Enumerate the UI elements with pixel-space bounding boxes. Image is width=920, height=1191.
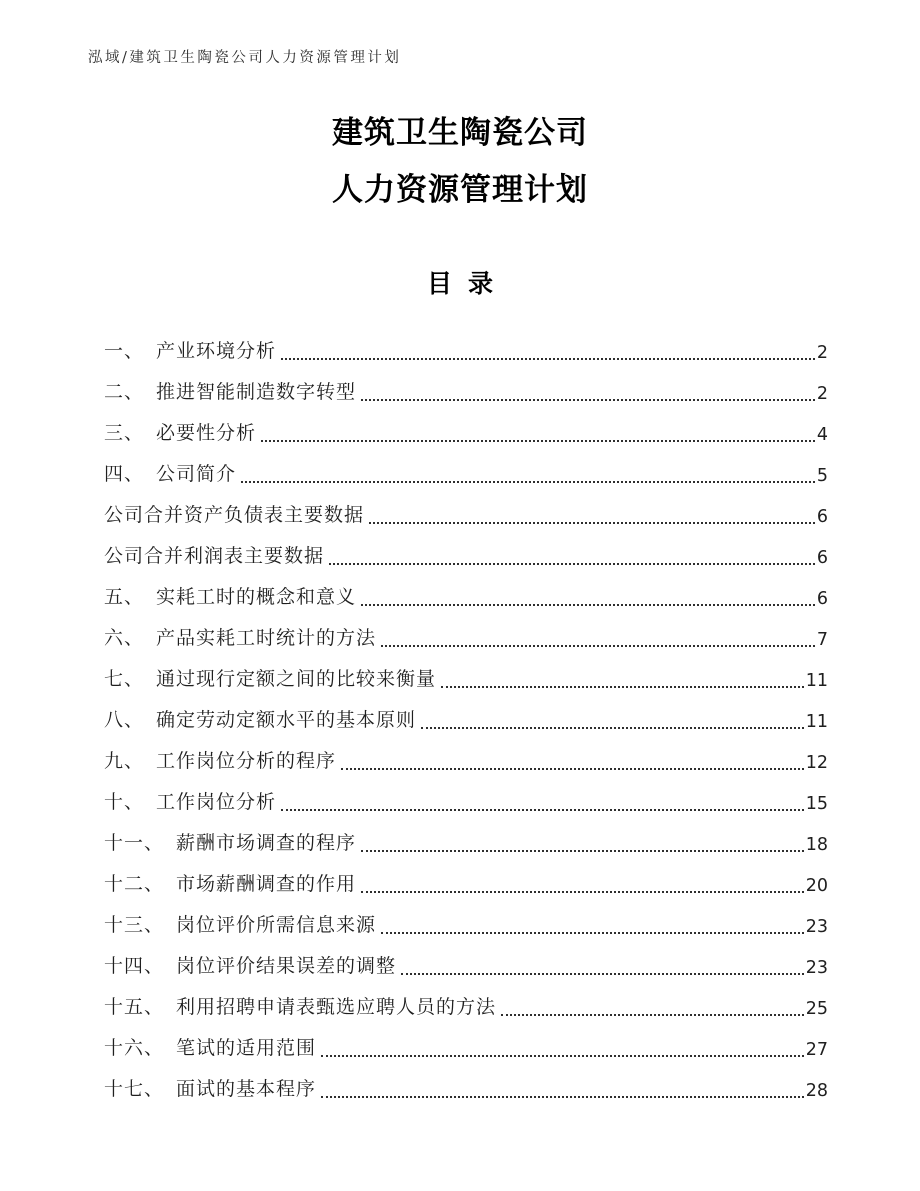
toc-entry-page-number: 27	[805, 1040, 828, 1060]
toc-entry-page-number: 12	[805, 753, 828, 773]
toc-entry[interactable]	[104, 486, 828, 527]
toc-entry-page-number: 6	[816, 589, 828, 609]
toc-entry[interactable]	[104, 445, 828, 486]
toc-entry-title: 通过现行定额之间的比较来衡量	[156, 668, 437, 690]
toc-entry[interactable]	[104, 568, 828, 609]
toc-entry[interactable]	[104, 363, 828, 404]
toc-leader-dots	[501, 1014, 804, 1016]
toc-entry-page-number: 2	[816, 384, 828, 404]
toc-entry-page-number: 7	[816, 630, 828, 650]
toc-leader-dots	[341, 768, 804, 770]
toc-entry-page-number: 15	[805, 794, 828, 814]
document-title	[0, 115, 920, 208]
toc-entry-page-number: 23	[805, 958, 828, 978]
toc-entry-page-number: 6	[816, 548, 828, 568]
toc-leader-dots	[261, 440, 815, 442]
toc-entry-title: 薪酬市场调查的程序	[176, 832, 357, 854]
toc-entry-number: 九、	[104, 750, 145, 772]
toc-entry-page-number: 11	[805, 671, 828, 691]
toc-entry-number: 十五、	[104, 996, 165, 1018]
toc-entry[interactable]	[104, 691, 828, 732]
toc-entry-number: 十、	[104, 791, 145, 813]
toc-entry-page-number: 20	[805, 876, 828, 896]
toc-entry-title: 笔试的适用范围	[176, 1037, 317, 1059]
toc-entry-page-number: 25	[805, 999, 828, 1019]
toc-entry-page-number: 2	[816, 343, 828, 363]
toc-entry-title: 公司合并资产负债表主要数据	[104, 504, 365, 526]
toc-entry-page-number: 18	[805, 835, 828, 855]
toc-entry-number: 七、	[104, 668, 145, 690]
toc-entry-title: 工作岗位分析	[156, 791, 277, 813]
toc-entry-page-number: 4	[816, 425, 828, 445]
toc-entry-page-number: 5	[816, 466, 828, 486]
toc-entry[interactable]	[104, 404, 828, 445]
toc-entry-number: 十四、	[104, 955, 165, 977]
toc-entry-number: 十一、	[104, 832, 165, 854]
document-title-line2: 人力资源管理计划	[332, 172, 588, 208]
toc-entry[interactable]	[104, 1019, 828, 1060]
toc-entry-title: 利用招聘申请表甄选应聘人员的方法	[176, 996, 497, 1018]
toc-leader-dots	[381, 645, 815, 647]
toc-entry-title: 面试的基本程序	[176, 1078, 317, 1100]
toc-entry[interactable]	[104, 650, 828, 691]
toc-leader-dots	[401, 973, 804, 975]
toc-entry[interactable]	[104, 855, 828, 896]
toc-entry-number: 二、	[104, 381, 145, 403]
toc-entry-title: 公司简介	[156, 463, 237, 485]
toc-entry-title: 产业环境分析	[156, 340, 277, 362]
page-header: 泓域/建筑卫生陶瓷公司人力资源管理计划	[88, 50, 402, 66]
toc-entry-title: 市场薪酬调查的作用	[176, 873, 357, 895]
toc-entry-number: 一、	[104, 340, 145, 362]
toc-leader-dots	[361, 850, 804, 852]
toc-leader-dots	[281, 358, 815, 360]
toc-leader-dots	[241, 481, 815, 483]
toc-entry-page-number: 11	[805, 712, 828, 732]
toc-leader-dots	[329, 563, 815, 565]
toc-entry[interactable]	[104, 937, 828, 978]
toc-leader-dots	[321, 1055, 804, 1057]
toc-leader-dots	[369, 522, 815, 524]
toc-entry-number: 十三、	[104, 914, 165, 936]
toc-entry-number: 五、	[104, 586, 145, 608]
toc-entry-title: 推进智能制造数字转型	[156, 381, 357, 403]
toc-entry[interactable]	[104, 814, 828, 855]
toc-leader-dots	[361, 399, 815, 401]
toc-entry[interactable]	[104, 978, 828, 1019]
toc-entry-title: 必要性分析	[156, 422, 257, 444]
toc-entry-number: 三、	[104, 422, 145, 444]
toc-entry[interactable]	[104, 1060, 828, 1101]
toc-leader-dots	[441, 686, 804, 688]
toc-entry-title: 公司合并利润表主要数据	[104, 545, 325, 567]
toc-entry-title: 岗位评价所需信息来源	[176, 914, 377, 936]
toc-entry-title: 岗位评价结果误差的调整	[176, 955, 397, 977]
toc-entry-title: 产品实耗工时统计的方法	[156, 627, 377, 649]
toc-entry[interactable]	[104, 896, 828, 937]
toc-leader-dots	[361, 604, 815, 606]
toc-leader-dots	[421, 727, 804, 729]
toc-heading: 目录	[426, 269, 509, 298]
toc-entry-number: 十二、	[104, 873, 165, 895]
toc-entry-number: 十六、	[104, 1037, 165, 1059]
table-of-contents	[104, 322, 828, 1101]
toc-entry[interactable]	[104, 773, 828, 814]
toc-leader-dots	[281, 809, 804, 811]
toc-entry[interactable]	[104, 732, 828, 773]
toc-leader-dots	[321, 1096, 804, 1098]
toc-entry-title: 实耗工时的概念和意义	[156, 586, 357, 608]
toc-entry-page-number: 6	[816, 507, 828, 527]
toc-entry[interactable]	[104, 322, 828, 363]
document-title-line1: 建筑卫生陶瓷公司	[332, 115, 588, 151]
toc-entry-page-number: 23	[805, 917, 828, 937]
toc-entry-title: 工作岗位分析的程序	[156, 750, 337, 772]
toc-entry-number: 十七、	[104, 1078, 165, 1100]
toc-entry-number: 四、	[104, 463, 145, 485]
toc-entry-title: 确定劳动定额水平的基本原则	[156, 709, 417, 731]
toc-entry[interactable]	[104, 527, 828, 568]
toc-entry-page-number: 28	[805, 1081, 828, 1101]
toc-entry[interactable]	[104, 609, 828, 650]
toc-leader-dots	[381, 932, 804, 934]
toc-leader-dots	[361, 891, 804, 893]
toc-entry-number: 八、	[104, 709, 145, 731]
toc-entry-number: 六、	[104, 627, 145, 649]
